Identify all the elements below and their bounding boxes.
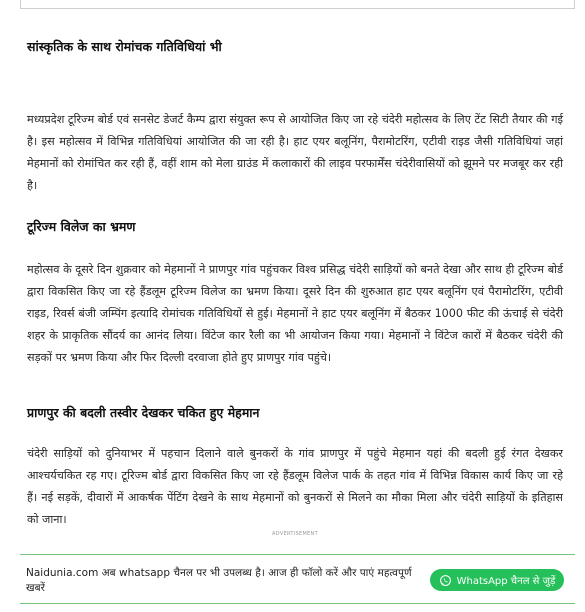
- section-heading-pranpur: प्राणपुर की बदली तस्वीर देखकर चकित हुए मेहमान: [27, 405, 260, 420]
- whatsapp-channel-button[interactable]: [430, 569, 564, 591]
- paragraph-pranpur: चंदेरी साड़ियों को दुनियाभर में पहचान दिलाने वाले बुनकरों के गांव प्राणपुर में पहुंचे मेहमान यहां की बदली हुई रंगत देखकर आश्चर्यचकित रह गए। टूरिज्म बोर्ड द्वारा विकसित किए जा रहे हैंडलूम विलेज पार्क के तहत गांव में विभिन्न विकास कार्य किए जा रहे हैं। नई सड़कें, दीवारों में आकर्षक पेंटिंग देखने के साथ मेहमानों को बुनकरों से मिलने का मौका मिला और चंदेरी साड़ियों के इतिहास को जाना।: [27, 447, 563, 526]
- whatsapp-promo-bar: [20, 554, 575, 604]
- whatsapp-icon: [439, 574, 452, 587]
- top-frame-border: [20, 0, 575, 9]
- section-heading-tourism-village: टूरिज्म विलेज का भ्रमण: [27, 219, 136, 234]
- advertisement-label: ADVERTISEMENT: [272, 531, 318, 537]
- whatsapp-button-label: WhatsApp चैनल से जुड़ें: [456, 576, 556, 587]
- paragraph-village-tour: महोत्सव के दूसरे दिन शुक्रवार को मेहमानों ने प्राणपुर गांव पहुंचकर विश्व प्रसिद्ध चंदेरी साड़ियों को बनते देखा और साथ ही टूरिज्म बोर्ड द्वारा विकसित किए जा रहे हैंडलूम टूरिज्म विलेज का भ्रमण किया। दूसरे दिन की शुरुआत हाट एयर बलूनिंग एवं पैरामोटरिंग, एटीवी राइड, रिवर्स बंजी जम्पिंग इत्यादि रोमांचक गतिविधियों से हुई। मेहमानों ने हाट एयर बलूनिंग में बैठकर 1000 फीट की ऊंचाई से चंदेरी शहर के प्राकृतिक सौंदर्य का आनंद लिया। विंटेज कार रैली का भी आयोजन किया गया। मेहमानों ने विंटेज कारों में बैठकर चंदेरी की सड़कों पर भ्रमण किया और फिर दिल्ली दरवाजा होते हुए प्राणपुर गांव पहुंचे।: [27, 263, 563, 364]
- paragraph-festival-intro: मध्यप्रदेश टूरिज्म बोर्ड एवं सनसेट डेजर्ट कैम्प द्वारा संयुक्त रूप से आयोजित किए जा रहे चंदेरी महोत्सव के लिए टेंट सिटी तैयार की गई है। इस महोत्सव में विभिन्न गतिविधियां आयोजित की जा रही है। हाट एयर बलूनिंग, पैरामोटरिंग, एटीवी राइड जैसी गतिविधियां जहां मेहमानों को रोमांचित कर रही हैं, वहीं शाम को मेला ग्राउंड में कलाकारों की लाइव परफार्मेंस चंदेरीवासियों को झूमने पर मजबूर कर रही है।: [27, 113, 563, 192]
- whatsapp-promo-text: Naidunia.com अब whatsapp चैनल पर भी उपलब्ध है। आज ही फॉलो करें और पाएं महत्वपूर्ण खबरें: [26, 567, 412, 594]
- section-heading-cultural: सांस्कृतिक के साथ रोमांचक गतिविधियां भी: [27, 39, 222, 54]
